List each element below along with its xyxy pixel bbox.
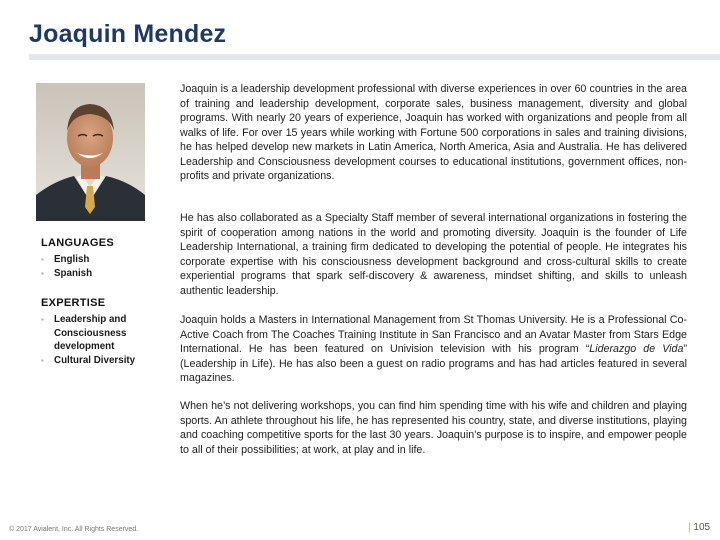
expertise-list: [41, 313, 149, 367]
expertise-heading: EXPERTISE: [41, 297, 106, 309]
title-divider: [29, 54, 720, 60]
languages-heading: LANGUAGES: [41, 237, 114, 249]
list-item: ▪ Spanish: [41, 267, 151, 281]
bio-paragraph-3: [180, 313, 687, 386]
list-item: ▪ English: [41, 253, 151, 267]
page-number-value: 105: [693, 522, 711, 533]
program-title: Liderazgo de Vida: [589, 343, 684, 355]
list-item: ▪ Cultural Diversity: [41, 354, 149, 368]
copyright-notice: © 2017 Avialent, Inc. All Rights Reserved.: [9, 526, 139, 533]
profile-photo: [36, 83, 145, 221]
page-separator: |: [688, 522, 691, 533]
languages-list: [41, 253, 151, 280]
page-title: Joaquin Mendez: [29, 20, 227, 48]
bio-paragraph-3-text: ” (Leadership in Life). He has also been a guest on radio programs and has had articles featured in several magazines.: [180, 343, 687, 384]
bio-paragraph-3-text: Joaquin holds a Masters in International Management from St Thomas University. He is a Professional Co-Active Coach from The Coaches Training Institute in San Francisco and an Avatar Master from Stars Edge International. He has been featured on Univision television with his program “: [180, 314, 687, 355]
page-number: [688, 522, 710, 533]
bio-paragraph-1: Joaquin is a leadership development professional with diverse experiences in over 60 countries in the area of training and leadership development, corporate sales, business management, diversity and global programs. With nearly 20 years of experience, Joaquin has worked with organizations and people from all walks of life. For over 15 years while working with Fortune 500 corporations in sales and training divisions, he has helped develop new markets in Latin America, North America, Asia and Australia. He has delivered Leadership and Consciousness development courses to educational institutions, government offices, non-profits and private organizations.: [180, 83, 687, 182]
list-item: ▪ Leadership and Consciousness development: [41, 313, 149, 354]
bio-paragraph-4: When he’s not delivering workshops, you can find him spending time with his wife and children and playing sports. An athlete throughout his life, he has represented his country, state, and diverse institutions, playing and coaching competitive sports for the last 30 years. Joaquin’s purpose is to inspire, and empower people to all of their possibilities; at work, at play and in life.: [180, 400, 687, 456]
bio-paragraph-2: He has also collaborated as a Specialty Staff member of several international organizations in fostering the spirit of cooperation among nations in the world and promoting diversity. Joaquin is the founder of Life Leadership International, a training firm dedicated to developing the potential of people. He integrates his corporate expertise with his consciousness development background and cross-cultural skills to create experiential programs that spark self-discovery & awareness, mindset shifting, and skills to unleash authentic leadership.: [180, 212, 687, 297]
